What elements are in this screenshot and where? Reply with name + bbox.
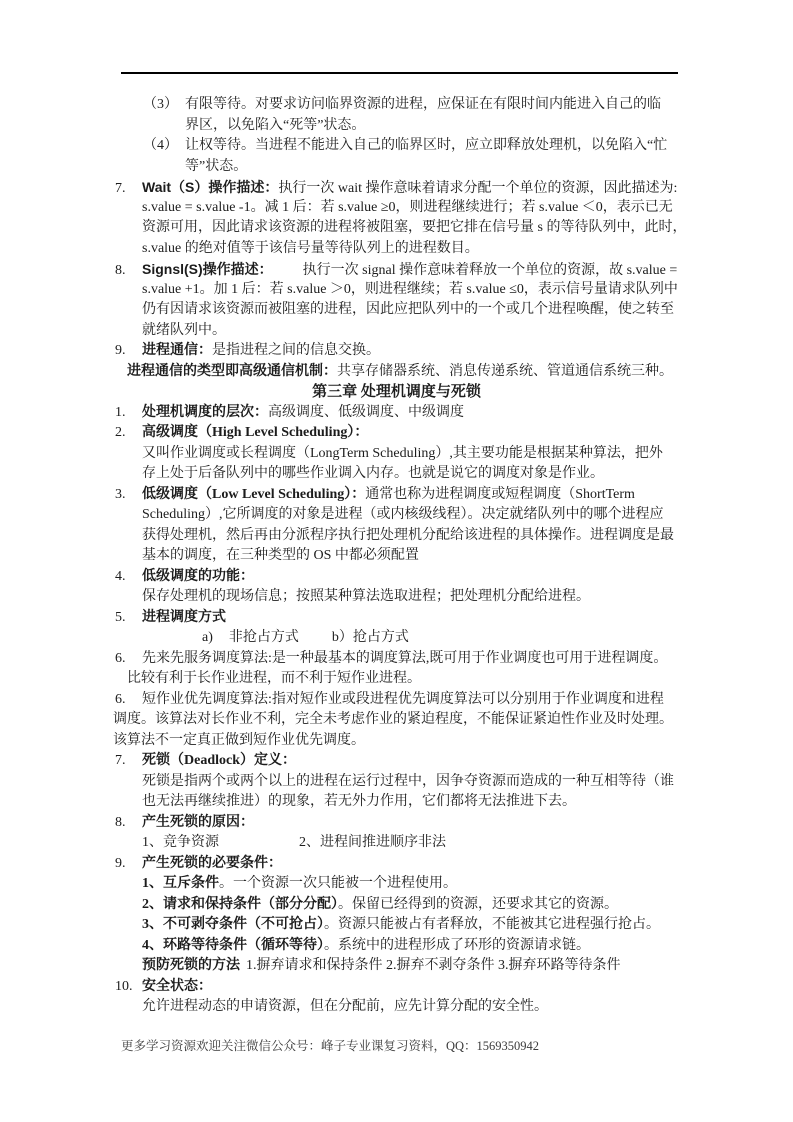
- text-run: Wait（S）操作描述：: [142, 179, 279, 195]
- text-line: [0, 772, 793, 793]
- list-marker: 10.: [115, 978, 133, 994]
- text-run: 该算法不一定真正做到短作业优先调度。: [113, 732, 365, 748]
- text-line: [0, 300, 793, 321]
- text-run: 也无法再继续推进）的现象，若无外力作用，它们都将无法推进下去。: [142, 794, 576, 809]
- list-marker: 5.: [115, 609, 126, 625]
- text-line: [0, 628, 793, 649]
- text-line: [0, 915, 793, 936]
- text-run: 1.摒弃请求和保持条件 2.摒弃不剥夺条件 3.摒弃环路等待条件: [246, 958, 621, 973]
- text-run: 比较有利于长作业进程，而不利于短作业进程。: [127, 671, 421, 686]
- text-line: [0, 751, 793, 772]
- list-marker: 9.: [115, 855, 126, 871]
- text-line: [0, 259, 793, 280]
- text-run: 安全状态：: [142, 978, 212, 994]
- text-line: [0, 321, 793, 342]
- text-run: 预防死锁的方法: [142, 958, 240, 973]
- list-marker: 2.: [115, 425, 126, 440]
- text-run: 允许进程动态的申请资源，但在分配前，应先计算分配的安全性。: [142, 999, 548, 1014]
- text-line: [0, 341, 793, 362]
- text-run: 执行一次 wait 操作意味着请求分配一个单位的资源，因此描述为:: [278, 181, 678, 196]
- list-marker: 6.: [115, 650, 126, 666]
- text-run: s.value = s.value -1。减 1 后：若 s.value ≥0，则进程继续进行；若 s.value ＜0，表示已无: [142, 199, 673, 215]
- text-run: 高级调度、低级调度、中级调度: [268, 404, 464, 420]
- text-line: [0, 731, 793, 752]
- text-run: 获得处理机，然后再由分派程序执行把处理机分配给该进程的具体操作。进程调度是最: [142, 527, 674, 543]
- list-marker: 9.: [115, 343, 126, 358]
- text-run: 第三章 处理机调度与死锁: [312, 384, 481, 400]
- text-line: [0, 546, 793, 567]
- text-run: s.value 的绝对值等于该信号量等待队列上的进程数目。: [142, 240, 479, 256]
- text-run: 1、互斥条件: [142, 876, 219, 891]
- text-run: 进程通信的类型即高级通信机制：: [127, 363, 337, 379]
- text-line: [0, 444, 793, 465]
- text-run: 1、竞争资源: [142, 835, 219, 850]
- text-run: s.value +1。加 1 后：若 s.value ＞0，则进程继续；若 s.value ≤0，表示信号量请求队列中: [142, 281, 678, 297]
- text-line: [0, 956, 793, 977]
- footer-note: 更多学习资源欢迎关注微信公众号：峰子专业课复习资料，QQ：1569350942: [121, 1039, 540, 1053]
- list-marker: 6.: [115, 691, 126, 707]
- text-run: 产生死锁的原因：: [142, 814, 254, 830]
- text-run: 高级调度（High Level Scheduling）：: [142, 425, 369, 440]
- text-line: [0, 382, 793, 403]
- text-line: [0, 177, 793, 198]
- text-run: 。系统中的进程形成了环形的资源请求链。: [324, 937, 590, 953]
- text-run: 短作业优先调度算法:指对短作业或段进程优先调度算法可以分别用于作业调度和进程: [142, 691, 664, 707]
- text-run: 资源可用，因此请求该资源的进程将被阻塞，要把它排在信号量 s 的等待队列中，此时，: [142, 220, 687, 235]
- text-line: [0, 895, 793, 916]
- page-content: [0, 95, 793, 1018]
- text-run: 进程通信：: [142, 343, 212, 358]
- text-line: [0, 464, 793, 485]
- text-line: [0, 239, 793, 260]
- text-line: [0, 116, 793, 137]
- text-run: 存上处于后备队列中的哪些作业调入内存。也就是说它的调度对象是作业。: [142, 466, 604, 481]
- text-run: 保存处理机的现场信息；按照某种算法选取进程；把处理机分配给进程。: [142, 589, 590, 604]
- text-run: 2、请求和保持条件（部分分配）: [142, 896, 338, 912]
- text-run: 低级调度（Low Level Scheduling）：: [142, 486, 366, 502]
- text-line: [0, 218, 793, 239]
- list-marker: 7.: [115, 181, 126, 196]
- text-run: 先来先服务调度算法:是一种最基本的调度算法,既可用于作业调度也可用于进程调度。: [142, 650, 668, 666]
- text-line: [0, 136, 793, 157]
- text-run: 基本的调度，在三种类型的 OS 中都必须配置: [142, 548, 419, 563]
- list-marker: （3）: [143, 97, 178, 112]
- text-run: Scheduling）,它所调度的对象是进程（或内核级线程）。决定就绪队列中的哪个进程应: [142, 507, 664, 522]
- text-line: [0, 977, 793, 998]
- text-run: 非抢占方式: [228, 630, 299, 645]
- text-line: [0, 280, 793, 301]
- text-run: 。保留已经得到的资源，还要求其它的资源。: [338, 896, 618, 912]
- text-line: [0, 936, 793, 957]
- text-line: [0, 833, 793, 854]
- text-run: 共享存储器系统、消息传递系统、管道通信系统三种。: [337, 363, 673, 379]
- text-run: 调度。该算法对长作业不利，完全未考虑作业的紧迫程度，不能保证紧迫性作业及时处理。: [113, 712, 673, 727]
- text-line: [0, 854, 793, 875]
- list-marker: 4.: [115, 568, 126, 584]
- text-run: 处理机调度的层次：: [142, 404, 268, 420]
- text-line: [0, 157, 793, 178]
- text-run: 仍有因请求该资源而被阻塞的进程，因此应把队列中的一个或几个进程唤醒，使之转至: [142, 302, 674, 317]
- text-run: 就绪队列中。: [142, 322, 226, 338]
- text-run: 死锁（Deadlock）定义：: [142, 753, 296, 768]
- list-marker: 8.: [115, 814, 126, 830]
- text-run: 是指进程之间的信息交换。: [212, 343, 380, 358]
- list-marker: 7.: [115, 753, 126, 768]
- text-run: 3、不可剥夺条件（不可抢占）: [142, 917, 324, 932]
- list-marker: 3.: [115, 486, 126, 502]
- text-line: [0, 649, 793, 670]
- text-run: 界区，以免陷入“死等”状态。: [185, 117, 366, 133]
- text-run: 通常也称为进程调度或短程调度（ShortTerm: [365, 486, 635, 502]
- text-line: [0, 874, 793, 895]
- text-line: [0, 669, 793, 690]
- text-run: 等”状态。: [185, 158, 248, 174]
- text-line: [0, 403, 793, 424]
- text-run: 死锁是指两个或两个以上的进程在运行过程中，因争夺资源而造成的一种互相等待（谁: [142, 773, 674, 789]
- text-run: 。资源只能被占有者释放，不能被其它进程强行抢占。: [324, 917, 660, 932]
- text-line: [0, 95, 793, 116]
- text-line: [0, 526, 793, 547]
- text-run: 进程调度方式: [142, 609, 226, 625]
- text-line: [0, 792, 793, 813]
- text-run: Signsl(S)操作描述：: [142, 261, 273, 277]
- text-run: 又叫作业调度或长程调度（LongTerm Scheduling）,其主要功能是根据某种算法，把外: [142, 445, 663, 461]
- list-marker: 8.: [115, 263, 126, 278]
- list-marker: 1.: [115, 404, 126, 420]
- text-line: [0, 813, 793, 834]
- text-line: [0, 362, 793, 383]
- text-run: 。一个资源一次只能被一个进程使用。: [219, 876, 457, 891]
- text-line: [0, 485, 793, 506]
- text-line: [0, 587, 793, 608]
- text-line: [0, 505, 793, 526]
- list-marker: （4）: [143, 138, 178, 153]
- text-line: [0, 608, 793, 629]
- text-line: [0, 198, 793, 219]
- text-line: [0, 690, 793, 711]
- header-rule: [121, 72, 678, 74]
- text-run: a): [202, 630, 213, 645]
- text-run: 执行一次 signal 操作意味着释放一个单位的资源，故 s.value =: [302, 263, 678, 278]
- text-run: 2、进程间推进顺序非法: [299, 835, 446, 850]
- text-line: [0, 423, 793, 444]
- text-line: [0, 710, 793, 731]
- text-run: 有限等待。对要求访问临界资源的进程，应保证在有限时间内能进入自己的临: [185, 97, 661, 112]
- text-line: [0, 567, 793, 588]
- text-run: 产生死锁的必要条件：: [142, 855, 282, 871]
- text-run: 低级调度的功能：: [142, 568, 254, 584]
- text-run: 4、环路等待条件（循环等待）: [142, 937, 324, 953]
- text-run: 让权等待。当进程不能进入自己的临界区时，应立即释放处理机，以免陷入“忙: [185, 138, 668, 153]
- text-run: b）抢占方式: [331, 630, 409, 645]
- text-line: [0, 997, 793, 1018]
